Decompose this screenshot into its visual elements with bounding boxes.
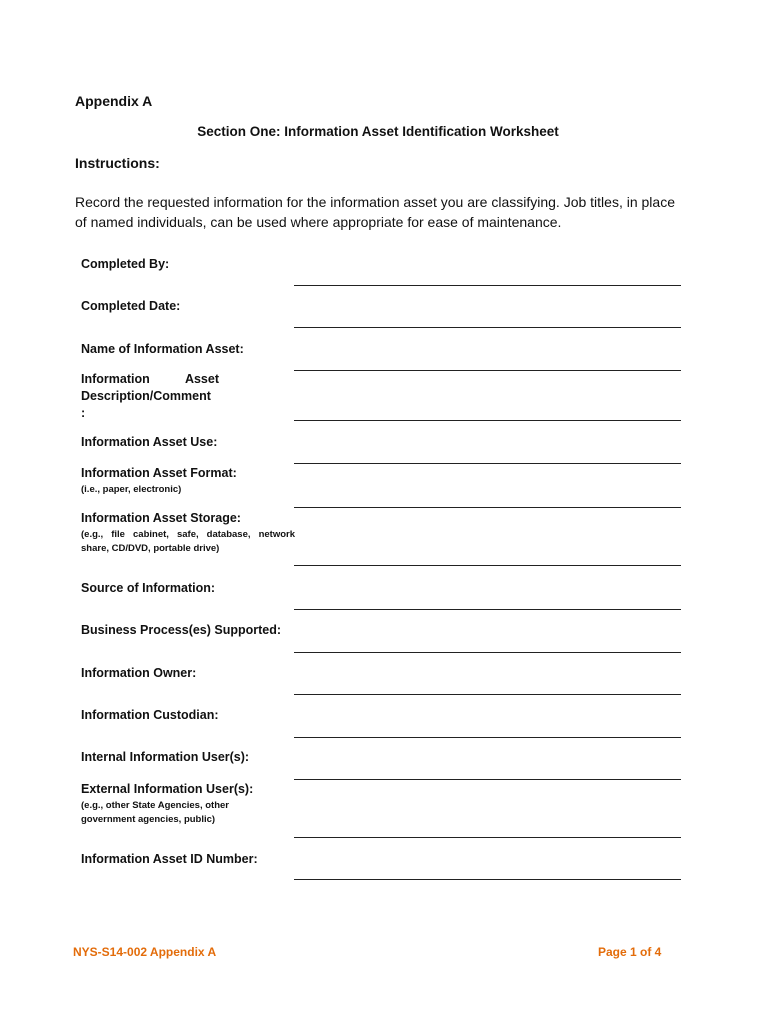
instructions-text: Record the requested information for the information asset you are classifying. Job titles, in place of named individuals, can be used where appropriate for ease of maintenance. (75, 194, 675, 230)
instructions-heading: Instructions: (75, 155, 160, 171)
custodian-line[interactable] (294, 737, 681, 738)
external-users-line[interactable] (294, 837, 681, 838)
custodian-label: Information Custodian: (81, 708, 219, 722)
asset-id-label: Information Asset ID Number: (81, 852, 258, 866)
asset-storage-hint: (e.g., file cabinet, safe, database, network share, CD/DVD, portable drive) (81, 529, 295, 554)
footer-doc-id: NYS-S14-002 Appendix A (73, 945, 217, 959)
completed-by-label: Completed By: (81, 257, 170, 271)
external-users-label (81, 781, 261, 827)
source-line[interactable] (294, 609, 681, 610)
asset-description-line1: Information Asset (81, 372, 219, 386)
asset-format-hint: (i.e., paper, electronic) (81, 484, 182, 495)
completed-date-label: Completed Date: (81, 299, 181, 313)
asset-description-label (81, 371, 219, 422)
asset-use-line[interactable] (294, 463, 681, 464)
section-title: Section One: Information Asset Identification Worksheet (197, 124, 559, 139)
completed-by-line[interactable] (294, 285, 681, 286)
business-process-label: Business Process(es) Supported: (81, 623, 282, 637)
asset-use-label: Information Asset Use: (81, 435, 218, 449)
business-process-line[interactable] (294, 652, 681, 653)
asset-name-line[interactable] (294, 370, 681, 371)
asset-storage-line[interactable] (294, 565, 681, 566)
owner-line[interactable] (294, 694, 681, 695)
asset-description-line2: Description/Comment (81, 389, 211, 403)
source-label: Source of Information: (81, 581, 216, 595)
asset-description-line[interactable] (294, 420, 681, 421)
asset-format-label (81, 465, 295, 497)
asset-storage-label (81, 510, 295, 556)
external-users-hint: (e.g., other State Agencies, other government agencies, public) (81, 800, 229, 825)
footer-page-number: Page 1 of 4 (598, 945, 662, 959)
asset-name-label: Name of Information Asset: (81, 342, 244, 356)
owner-label: Information Owner: (81, 666, 197, 680)
asset-format-line[interactable] (294, 507, 681, 508)
internal-users-label: Internal Information User(s): (81, 750, 250, 764)
asset-format-title: Information Asset Format: (81, 466, 237, 480)
asset-id-line[interactable] (294, 879, 681, 880)
asset-description-line3: : (81, 406, 86, 420)
appendix-label: Appendix A (75, 93, 153, 109)
external-users-title: External Information User(s): (81, 782, 254, 796)
completed-date-line[interactable] (294, 327, 681, 328)
asset-storage-title: Information Asset Storage: (81, 511, 241, 525)
internal-users-line[interactable] (294, 779, 681, 780)
